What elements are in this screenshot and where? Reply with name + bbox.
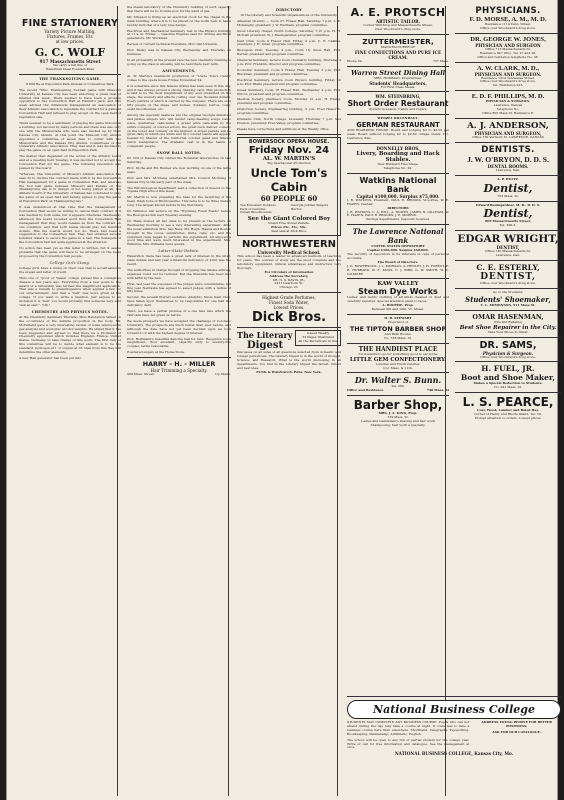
german-restaurant-name: GERMAN RESTAURANT — [356, 121, 440, 130]
medical-school-line: For Circulars of information — [264, 269, 314, 274]
divider — [347, 224, 449, 225]
directory-entry: Medical Society, pharmacy room. Monday 10 a.m. H. Ewing, president and program committee. — [237, 97, 341, 106]
directory-entry: Please have corrections and additions at the Weekly office. — [237, 126, 330, 131]
tailor-address: Over Woodward's drug store. — [374, 26, 422, 31]
show-subtitle: Big Spectacular Production — [267, 160, 311, 165]
stationery-ad-heading: FINE STATIONERY — [21, 18, 119, 29]
shoemaker-fuel-address: No. 941 Mass. St. — [494, 385, 522, 390]
dentist-title: Dentist, — [483, 181, 533, 195]
physician-office: Office over Woodward's drug store. — [480, 79, 536, 84]
confectionery-heading: THE HANDIEST PLACE — [358, 345, 438, 353]
medical-school-line: Address the Secretary, — [269, 273, 309, 278]
show-producer: AL. W. MARTIN'S — [262, 155, 316, 162]
lawrence-bank-capital: Capital $100,000. Surplus $50,000. — [367, 248, 429, 253]
article-paragraph: Prof. Bailey was in Kansas City Wednesday and Thursday on business. — [127, 48, 231, 57]
article-paragraph: At the Chemistry Seminary Thursday Miss Henderson talked on the occurrence of the definite proportion in the body. Mr. McFarland gave a very interesting review of some employed in gas analysis and economic Alcohol weights. He stated that it has been suggested and agreed to that there be a Professor of Chemistry appointed which includes England, France, United States, Germany, to take charge of this work. The first duty of this committee will be to decide what element is to be the standard, hydrogen at 1 or oxygen at 16, then from this they will determine the other elements. — [19, 314, 121, 355]
dentist-name: A. P. HULTZ. — [497, 176, 519, 181]
restaurant-line: Oysters in season. Candy and Cigars. — [368, 107, 428, 112]
divider — [237, 134, 341, 135]
divider — [347, 66, 449, 67]
business-college-ad — [347, 696, 561, 792]
article-headline: CHEMISTRY AND PHYSICS NOTES. — [31, 309, 109, 314]
dining-hall-sub: Students' Headquarters. — [369, 80, 427, 86]
divider — [455, 361, 561, 362]
literary-digest-detail: Issued Weekly — [306, 331, 330, 336]
medical-school-contact: DR. N. S. DAVIS, JR., — [272, 277, 306, 282]
literary-digest-ad — [237, 330, 341, 351]
barber-shop-line: Shampooing, hair work a specialty. — [370, 422, 426, 427]
column-4 — [347, 6, 449, 796]
physician-phone: Telephone No. — [496, 107, 520, 112]
article-paragraph: Second, the several literary societies, Adelphic, Snow, Kent Club, have taken upon themselves to be responsible for one half the deficiency debt. — [127, 295, 231, 308]
shoemaker-fuel-name: H. FUEL, JR. — [481, 364, 535, 374]
directory-entry: Kent Club, room 9 Fraser Hall, Friday 4 p.m. C. E. Calkins, president; J. H. Tolan, program committee. — [237, 38, 341, 47]
divider — [237, 292, 341, 293]
tipton-barber-address: No. 728 Mass. St. — [384, 335, 412, 340]
shoemaker-fuel-line: Makes a Special Reduction to Students. — [473, 381, 543, 386]
divider — [455, 230, 561, 231]
article-subhead: It Will Be at Exposition Park Instead of Convention Park. — [25, 81, 115, 86]
article-paragraph: Haverstick there has been a great lack of interest in the inter-state debate and last year a financial deficiency of $100 was the result. — [127, 254, 231, 267]
newspaper-page — [6, 0, 558, 800]
lawrence-bank-body: The security of depositors in its Interests in care of personal Accounts. — [347, 252, 449, 260]
article-paragraph: Review of current technical literature, Mrs. Van Uzweren. — [127, 42, 219, 47]
show-feature: Cuban Bloodhounds — [240, 210, 272, 215]
show-feature: Georgia Jubilee Singers — [290, 202, 329, 207]
barber-proprietor-sub: Proprietor of — [387, 320, 409, 324]
physician-phone: Office and residence telephone No. 38. — [477, 54, 539, 59]
show-features-right — [291, 204, 338, 216]
barber-shop-sub: Ladies and Gentlemen's shaving and hair work — [361, 419, 435, 424]
german-restaurant-owner: WENZEL DILLENHAUL. — [377, 116, 419, 121]
dye-works-name: Steam Dye Works — [358, 287, 438, 297]
physician-phone: Tel. Residence 223. — [492, 83, 524, 88]
article-paragraph: College girls have a stung on their own that is accentuated in the slogan and letter of credit. — [19, 265, 121, 274]
confectionery-line: Lunches and Fresh Candies. — [375, 361, 421, 366]
article-headline: Latter-State-Debate. — [158, 249, 200, 254]
physician-name: F. D. MORSE, A. M., M. D. — [469, 16, 547, 23]
barber-ad-name: HARRY - H. - MILLER — [142, 360, 216, 369]
article-headline: AMUSEMENTS. — [162, 68, 196, 73]
directory-entry: Oratorical Society, Engineering building, 3 p.m. Fred Haworth, program committee. — [237, 107, 341, 116]
literary-digest-detail: 32 Pages Illustrated — [302, 335, 334, 340]
physicians-heading: PHYSICIANS. — [475, 6, 541, 16]
literary-digest-detail: All the Periodicals in One — [298, 339, 338, 344]
stationery-ad-line: Waterman Ideal Fountain Pens — [45, 66, 95, 71]
column-1 — [19, 6, 121, 796]
coal-dealer-goods: Coal, Wood, Lumber and Baled Hay. — [476, 408, 539, 413]
show-cast-count: 60 PEOPLE 60 — [260, 193, 318, 203]
confectioner-sub: MANUFACTURER OF — [380, 44, 416, 49]
divider — [19, 74, 121, 75]
lawrence-board-heading: The Board of Directors. — [377, 259, 419, 264]
medical-school-address: 2431 Dearborn St. — [274, 281, 304, 286]
physician-name: A. J. ANDERSON, — [467, 120, 549, 131]
article-paragraph: Electrical and Mechanical Seminary met in the Physics building at 11 a. m. Friday. ... Gasoline Engines used for driving electrical generators, Mr. Workman. — [127, 28, 231, 41]
barber-proprietor: H. R. STEWART — [384, 316, 412, 321]
article-paragraph: We deem prospects we have accepted the challenge of Colorado University. The prospects are much better than ever before, and although the date have not yet been decided upon we look forward to it with the highest degree of interest. — [127, 318, 231, 335]
literary-digest-title-block — [237, 330, 295, 351]
doctor-bunn-name: Dr. Walter S. Bunn. — [354, 375, 442, 386]
article-paragraph: Dr. Ord of Kansas City visited the Botanical laboratories on last Saturday. — [127, 156, 231, 164]
business-college-body-right — [472, 721, 561, 750]
directory-entry: Economic Seminary, room 9 Fraser Hall, Tuesday 3 p.m. Prof. Blackmar, president and program committee. — [237, 67, 341, 76]
article-paragraph: In all probability at the present rate the new chemistry building is going up the class is amusing will be held there next term. — [127, 57, 231, 66]
watkins-bank-capital: Capital $100,000. Surplus $75,000. — [356, 193, 440, 199]
coal-dealer-line: Prompt attention to orders. Lowest prices. — [474, 416, 542, 421]
dentist-name: C. E. ESTERLY, — [476, 263, 540, 273]
medical-school-sub: University Medical School. — [257, 250, 321, 256]
article-paragraph: The authorities in charge thought of dropping the debate entirely, expenses could not be reduced. But the Stewards has been met with $800 by the new. — [127, 267, 231, 280]
doctor-bunn-address: 740 Mass. St — [426, 388, 449, 393]
livery-phone: Telephone No. 29. — [383, 165, 413, 170]
dye-works-address: Between 9th and 10th, Vt. Street. — [371, 307, 425, 312]
barber-shop-name: Barber Shop, — [353, 398, 443, 413]
shoe-repairer-line: Take Your Shoes to Omar. — [487, 329, 529, 334]
directory-entry: Chemical Seminary, lecture room chemistry building. Thursday 4 p.m. Prof. Franklin, director and program committee. — [237, 58, 341, 67]
show-prices: Prices 25c, 35c, 50c. — [271, 225, 307, 230]
confectioner-address: 737 Mass. — [432, 58, 449, 63]
article-paragraph: Prof. and Mrs. McClung entertained Mrs. Council McClung of Kansas City in the early part of the week. — [127, 175, 231, 184]
barber-shop-address: 739 Mass. St. — [387, 415, 409, 420]
drugstore-line: Highest Grade Perfumes, — [262, 295, 316, 301]
confectionery-address: Cor. Mass. & 11th. — [383, 365, 413, 370]
divider — [455, 62, 561, 63]
doctor-bunn-phone: Tel. 266. — [391, 384, 405, 389]
confectioner-footer — [347, 60, 449, 64]
livery-name: Livery, Boarding and Hack Stables. — [356, 150, 440, 163]
business-college-title: National Business College — [347, 700, 561, 719]
divider — [455, 392, 561, 393]
tipton-barber-sub: And Bath Rooms. — [384, 331, 412, 336]
divider — [347, 143, 449, 144]
tailor-role: ARTISTIC TAILOR. — [375, 19, 421, 24]
physician-residence: Residence 847 Ohio. Tel. 27 and 28. — [479, 50, 537, 55]
show-features-left — [240, 204, 287, 216]
physician-title: PHYSICIAN AND SURGEON — [475, 42, 541, 48]
opera-house-ad — [237, 137, 341, 236]
stationery-ad-line: at low prices. — [55, 39, 85, 44]
article-paragraph: Among the specialty features are the original Georgia minstrels and jubilee singers who will render camp-meeting songs, banjo solos, quartettes, cake-walks, a grand prize cake-walk by the entire company of colored actors, the great buck dancer, comedy on the lower and comedy on the highest. A street parade will be given daily in which one white and two colored bands will appear, headed by Master of the California colored giant and famous baton manipulator. The dramatic cast is in the hands of competent people. — [127, 112, 231, 149]
stationery-ad-name: G. C. WOLF — [34, 46, 106, 59]
physician-title: PHYSICIAN AND SURGEON, — [474, 130, 542, 136]
dentist-name: J. W. O'BRYON, D. D. S. — [467, 154, 549, 164]
business-college-sideline: ASK FOR OUR CATALOGUE. — [492, 729, 542, 734]
dentist-address: Lawrence, Kan. — [495, 167, 521, 172]
tailor-name: A. E. PROTSCH — [350, 6, 446, 19]
barber-ad-floor: Up Stairs. — [215, 372, 231, 377]
doctor-bunn-office: Office and Residence — [347, 388, 384, 393]
tipton-barber-name: THE TIPTON BARBER SHOP — [349, 324, 447, 333]
restaurant-name: Short Order Restaurant — [347, 99, 449, 109]
divider — [455, 201, 561, 202]
literary-digest-body: Discusses on all sides of all questions selected from domestic and foreign periodicals. The Literary Digest is in the world of thought. Science, and Research. What is the world discussing in all departments. You find in the Literary Digest the fairest, fullest and best idea. — [237, 350, 341, 370]
stationery-ad-line: We carry a full line of — [53, 63, 87, 67]
literary-digest-title: The Literary — [237, 330, 293, 341]
lawrence-bank-depository: UNITED STATES DEPOSITORY — [371, 244, 425, 249]
show-feature: Burros — [290, 206, 302, 211]
divider — [455, 175, 561, 176]
barber-shop-proprietor: MRS. J. A. KING, Prop. — [378, 411, 418, 416]
shoe-repairer-sub: (The Old Reliable) — [493, 319, 523, 324]
divider — [455, 337, 561, 338]
article-paragraph: Al. W. Martin's mammoth production of "Uncle Tom's Cabin" comes to the opera house Friday, November 24. — [127, 73, 231, 82]
german-restaurant-body: AND BOARDING HOUSE. Board and lodging $3 to $3.50 per week. Board without lodging $2 to $2.50. Single meals 15c. Lawrence, Kan. — [347, 128, 449, 141]
physician-office: Office 730 Vermont St. LAWRENCE, KANSAS — [472, 134, 544, 139]
drugstore-line: Lowest Prices. — [273, 305, 305, 311]
column-2 — [127, 6, 231, 796]
article-paragraph: Dr. Haile invited all her class to be present at the lecture on Wednesday morning to see a very interesting experiment. After the usual exhibition Mrs. Van Ness, Mr. Hugh, Hawes and Boston brought in the cocoa, sandwiches, fruits, cake, etc. and the surprised class began to perform the experiment. All enjoyed a good time and were much interested in the experiment. Mrs. Williston, Mrs. Williams were guests. — [127, 218, 231, 247]
divider — [455, 310, 561, 311]
article-headline: College Girls Stung. — [49, 260, 91, 265]
watkins-bank-name: Watkins National Bank — [359, 175, 437, 194]
medical-school-body: This school has been a leader in advanced methods of teaching for years. The courses of study are the most complete and the laboratory equipment, clinical advantages and instruction very thorough. — [237, 254, 341, 270]
dentist-city: Lawrence, Kan. — [495, 253, 521, 258]
divider — [347, 372, 449, 373]
barber-ad-line: Hair Trimming a Specialty. — [150, 368, 208, 374]
physician-name: A. W. CLARK, M. D., — [477, 64, 539, 72]
barber-ad-footer — [127, 373, 231, 377]
divider — [455, 118, 561, 119]
article-paragraph: No action has been yet as this letter is written, but it seems probable that the game will have to be arranged on the basis proposed by the Convention hall people. — [19, 246, 121, 258]
column-3 — [237, 6, 341, 796]
article-paragraph: Third, we have a partial promise of a one fare rate which the railroads have not given us before. — [127, 309, 231, 317]
divider — [347, 343, 449, 344]
literary-digest-title: Digest — [247, 340, 284, 352]
divider — [347, 278, 449, 279]
divider — [347, 34, 449, 35]
livery-address: New Hubbard Fine Stage. — [377, 161, 419, 166]
directory-entry: Biological Club, Tuesday, 4 p.m., room 16, Snow Hall. Prof. Barber, president and program committee. — [237, 48, 341, 57]
business-college-sideline: ADDRESS YOUNG PEOPLE FOR BETTER POSITIONS. — [481, 720, 552, 728]
show-title: Uncle Tom's Cabin — [250, 165, 328, 194]
divider — [347, 314, 449, 315]
show-parade: Grand Free Street Parade. — [268, 221, 310, 226]
physician-office: Office over Woodward's drug store. — [480, 25, 536, 30]
show-highlight: See the Giant Colored Boy — [247, 216, 331, 223]
confectionery-sub: for students to go for something good to eat is the — [358, 351, 438, 356]
dentist-name: Edward Baumgardner, M. D., D. D. S. — [476, 202, 540, 207]
literary-digest-details — [295, 330, 341, 346]
restaurant-owner: WM. STEINBRING, — [375, 94, 421, 100]
physician-name: E. D. F. PHILLIPS, M. D. — [471, 93, 545, 101]
directory-subhead: Of the Literary and Scientific Organizations of the University. — [240, 13, 338, 17]
medical-school-name: NORTHWESTERN — [241, 239, 337, 251]
article-paragraph: the steam laboratory of the Chemistry building of such capacity that there will be no trouble now for the want of gas. — [127, 6, 231, 13]
shoemaker-intro: Go to the Students' — [492, 289, 524, 294]
business-college-body: The school will be open to any full or partial student for the college year. Write or call for free information and catalogue. See the management at once. — [347, 737, 470, 750]
divider — [347, 91, 449, 92]
dentist-phone: Tel. 296-3. — [499, 223, 517, 228]
divider — [455, 33, 561, 34]
shoe-repairer-tagline: Best Shoe Repairer in the City. — [459, 324, 557, 331]
article-paragraph: Prof. Hoffmann's beautiful dancing hall for rent. Reception room magnificent, floor excellent, capacity sixty to seventy-five couples; terms reasonable. — [127, 336, 231, 349]
divider — [237, 327, 341, 328]
show-seat-sale: Seat sale at Dick Bros. — [271, 229, 307, 234]
article-paragraph: A new Hall generator has been put into — [19, 356, 82, 360]
confectioner-goods: FINE CONFECTIONS AND PURE ICE CREAM. — [354, 49, 442, 60]
directory-heading: DIRECTORY — [276, 8, 302, 12]
divider — [455, 288, 561, 289]
livery-owner: DONNELLY BROS. — [376, 145, 420, 151]
divider — [127, 357, 231, 358]
watkins-directors-heading: DIRECTORS — [387, 205, 409, 210]
dentist-title: DENTAL ROOMS. — [487, 163, 529, 169]
watkins-bank-officers: J. B. WATKINS, President. PAUL R. BROOKS, Vice-Pres. W. E. HAZEN, Cashier. — [347, 197, 449, 206]
dining-hall-line: For First Class Meals. — [380, 84, 416, 89]
dentists-heading: DENTISTS. — [481, 144, 535, 155]
dentist-address: 809 Massachusetts Street, — [485, 219, 531, 224]
physician-address: Office 713 Massachusetts St. — [485, 46, 531, 51]
dining-hall-proprietor: MRS. HOMMAN, Proprietress. — [373, 75, 423, 80]
article-paragraph: Prof. Dyche and Mr. Bunker are now working on one of the large seals. — [127, 165, 231, 174]
business-college-body-left — [347, 721, 469, 750]
divider — [455, 142, 561, 143]
divider — [347, 395, 449, 396]
article-paragraph: The Entomological department sent a collection of insects to the Topeka High school this week. — [127, 185, 231, 194]
coal-dealer-address: Corner of Henry and Rhode Island, Tel. 50. — [474, 412, 542, 417]
shoemaker-name: C. L. EDMONSON, 911 Mass St. — [480, 302, 536, 307]
confectionery-name: LITTLE GEM CONFECTIONERY. — [349, 356, 447, 363]
shoemaker-title: Students' Shoemaker, — [465, 294, 551, 304]
divider — [455, 260, 561, 261]
watkins-directors: J. B. WATKINS, C. A. HILL, A. HOWES, JAMES H. GILLHAM, W. E. HAZEN, PAUL R. BROOKS, J. E. MORRIS. — [347, 209, 449, 218]
opera-house-name: BOWERSOCK OPERA HOUSE. — [248, 138, 330, 145]
divider — [455, 90, 561, 91]
confectioner-phone: Phone 64. — [347, 58, 363, 63]
show-feature: Pack of Genuine — [240, 206, 266, 211]
dining-hall-name: Warren Street Dining Hall — [350, 68, 446, 77]
article-paragraph: Mr. Simpson is fixing up an electrical clock for the chapel in the main building, where it is to be placed on the north wall. It has a twenty-inch dial of a very nice design. — [127, 14, 231, 27]
medical-school-city: Chicago, Ill. — [279, 285, 299, 290]
physician-office: Office 805 Mass St. Residence 8. — [482, 110, 534, 115]
physician-residence: Residence 1314 Tennessee Street. — [481, 75, 535, 80]
dye-works-body: Ladies' and Gents' clothing of all kinds cleaned or dyed and carefully repaired. Special attention given to laces. — [347, 295, 449, 304]
shoemaker-fuel-title: Boot and Shoe Maker, — [460, 373, 556, 383]
article-paragraph: Thus one of "good ol' Vassar college spread like a contagious disease a few years ago. Everything from a new gown to the award of a fellowship was termed the magnificent application. That was a remark to grandiloquence when applied a few for our entertainment. And that a "bell" was more given at the college. If you want to write a mention, just expose to an inclusion it is "bell" you would probably find someone very said "ask as said ". "Qh." — [19, 275, 121, 308]
divider — [347, 114, 449, 115]
watkins-savings: Savings departments. Deposits received. — [365, 217, 431, 222]
article-paragraph: It was understood at that time that the management of Convention Hall would be willing to cancel their contract if it was desired by both sides, but it appears otherwise. Wednesday afternoon the board received word from the Convention Hall management that they would release as from the contract on one condition, and that both teams should play ten hundred dollars. This the boards would not do. There had been a suggestion to the Convention hall. They had obtained several hundred dollars to secure the game in a hall. The managers of the Convention hall felt quite aggrieved at the situation. — [19, 205, 121, 245]
dye-works-proprietor: A. ROOTHE, Prop. — [382, 303, 414, 308]
article-paragraph: Mr. Martin is now preparing the base for the mounting of the head, thigh bone of Brontosaurus. This bone is to be three meters long. The largest known before in the Sternberg. — [127, 195, 231, 208]
directory-entry: Greek Seminary, room 18 Fraser Hall, Wednesday 4 p.m. Prof. Wilcox, president and program committee. — [237, 87, 341, 96]
show-feature: Ten Educated Donkeys — [240, 202, 276, 207]
physician-name: DR. GEORGE W. JONES, — [470, 35, 546, 43]
stationery-ad-address: 917 Massachusetts Street — [39, 59, 101, 64]
stationery-ad-line: Variety Picture Matting, — [44, 29, 96, 34]
physician-address: Residence 1114 Tenn. Street. — [484, 22, 532, 26]
doctor-sams-name: DR. SAMS, — [479, 339, 537, 351]
doctor-sams-office: Office over Woodward's drug store. — [480, 354, 536, 359]
article-paragraph: Dr. Williston will lecture on the "Wyoming Fossil Fields" before the Biological club next Tuesday evening. — [127, 209, 231, 217]
article-paragraph: First, last year the expenses of the judges were considerable, but this year Nebraska has agreed to select judges with a radius of fifty miles. — [127, 281, 231, 294]
column-5 — [455, 6, 561, 694]
tailor-address: Corner Winthrop and Massachusetts Street, — [363, 23, 433, 27]
article-paragraph: There seemed to be a sentiment of playing the game indoors in a building, not favored by many persons and there was also only one with the Missourians who were also backed up by their Kansas City Alumni. At this point the Missouri City Alumni appointed a committee of seven men to confer with the Missourians and the Kansas City Alumni. Committees of the University Athletic association. They met and it was decided to play the game on an open field in Exposition Park. — [19, 120, 121, 153]
show-date: Friday Nov. 24 — [248, 144, 330, 156]
dentist-name: EDGAR WRIGHT, — [457, 233, 559, 246]
directory-entry: Electrical Seminary, lecture room Physics building, Friday 10 a.m. Prof. Blake president and program committee. — [237, 77, 341, 86]
business-college-body-wrap — [347, 721, 561, 750]
dentist-address: Office 745 Massachusetts St. — [485, 249, 531, 254]
barber-ad-address: 909 Mass. Street. — [127, 372, 155, 377]
article-paragraph: "Whereas, The University of Missouri Athletic association has seen fit to decline the contract made with it by the Convention Hall management for a game in Convention Hall, and whereas the foot ball game between Missouri and Kansas on the Thanksgiving day is in danger of not being played at all, the Athletic board of the University of Kansas has concluded to play the game on an open field and hereby agrees to play the game at Exposition Park on Thanksgiving day." — [19, 171, 121, 204]
drugstore-name: Dick Bros. — [251, 310, 327, 326]
dentist-title: DENTIST, — [496, 245, 520, 251]
doctor-sams-title: Physician & Surgeon. — [482, 350, 534, 356]
coal-dealer-name: L. S. PEARCE, — [462, 395, 554, 410]
article-paragraph: The recent *Ohio Thanksgiving football game with Missouri University at Kansas City has been absorbing a great deal of interest this week. There seemed to have been a growing opposition to the Convention Hall at Hermit's park, and this week advised the intramural management an association of their Athletic Association to repudiate the contract for a game at Convention Hall and refused to play except on the open field of regulation size. — [19, 87, 121, 120]
confectioner-name: ZUTTERMEISTER, — [362, 36, 434, 46]
directory-entry: Snow Literary chapel, North College, Saturday 7:15 p.m. H. H. McNish president; W. J. Baumgardner, program committee. — [237, 28, 341, 37]
stationery-ad-line: Fixtures, Frames, Etc — [46, 34, 94, 39]
physician-title: PHYSICIAN AND SURGEON. — [474, 71, 542, 77]
doctor-bunn-footer — [347, 389, 449, 393]
dentist-title: Dentist, — [483, 207, 533, 221]
physician-city: Lawrence, Kansas — [493, 103, 523, 108]
lawrence-board: J. D. BOWERSOCK, J. L. MORGAN, A. HENLEY, J. H. FOREST, E. R. HUBBARD, W. E. KNOX, C. J. BIRD, G. W. SMITH, W. C. GILMORE. — [347, 263, 449, 276]
business-college-footer: NATIONAL BUSINESS COLLEGE, Kansas City, Mo. — [394, 751, 514, 757]
article-headline: SNOW BALL NOTES. — [156, 151, 202, 156]
business-college-body: STUDENTS MAY COMPLETE ANY BUSINESS COURSE. Pupils who can not attend during the day may take a course at night. It costs less to take a business course here than elsewhere. Shorthand, Telegraphy, Typewriting, Bookkeeping, Penmanship, Arithmetic, English. — [347, 720, 470, 736]
physician-title: PHYSICIAN & SURGEON. — [485, 99, 531, 104]
literary-digest-publisher: FUNK & WAGNALLS, Pubs. New York. — [256, 369, 322, 374]
directory-entry: Dramatic Club, North college, bi-weekly Thursday 7 p.m. Sed Preston, president; Fred Vahey, program committee. — [237, 117, 341, 125]
shoe-repairer-name: OMAR HASENMAN, — [472, 312, 544, 321]
show-features — [240, 204, 338, 216]
dentist-title: DENTIST, — [480, 272, 536, 283]
drugstore-line: Finest Soda Water, — [269, 300, 309, 306]
article-paragraph: The matter then depended on the action of the Athletic board and at a meeting held Tuesday, it was decided not to accept the Convention Hall for the game. The following resolution was passed by the board: — [19, 154, 121, 170]
article-paragraph: Powdered sugars at the Home Store. — [127, 350, 185, 355]
article-headline: THE THANKSGIVING GAME. — [39, 76, 101, 81]
directory-entry: Athenian Literary — room 27, Fraser Hall. Saturday 7 p.m. L. E. McGaughy, president; J. W. Eastham, program committee. — [237, 18, 341, 27]
dentist-address: Office over Woodward's drug store. — [480, 281, 536, 286]
article-paragraph: It is sometime since this famous drama has been seen in this city, and it has always proved a strong drawing card. This production is said to be the most magnificent of any ever presented on the stage, the scenery and effects costing over one thousand dollars. Every particle of which is carried by the company. There are over fifty people on the stage, and horses, donkeys, burros, cows, eight bloodhounds, etc. — [127, 83, 231, 112]
dye-works-location: KAW VALLEY — [377, 281, 419, 288]
lawrence-bank-name: The Lawrence National Bank — [352, 227, 444, 246]
dentist-address: 703 Mass. St. — [497, 193, 519, 198]
divider — [347, 173, 449, 174]
